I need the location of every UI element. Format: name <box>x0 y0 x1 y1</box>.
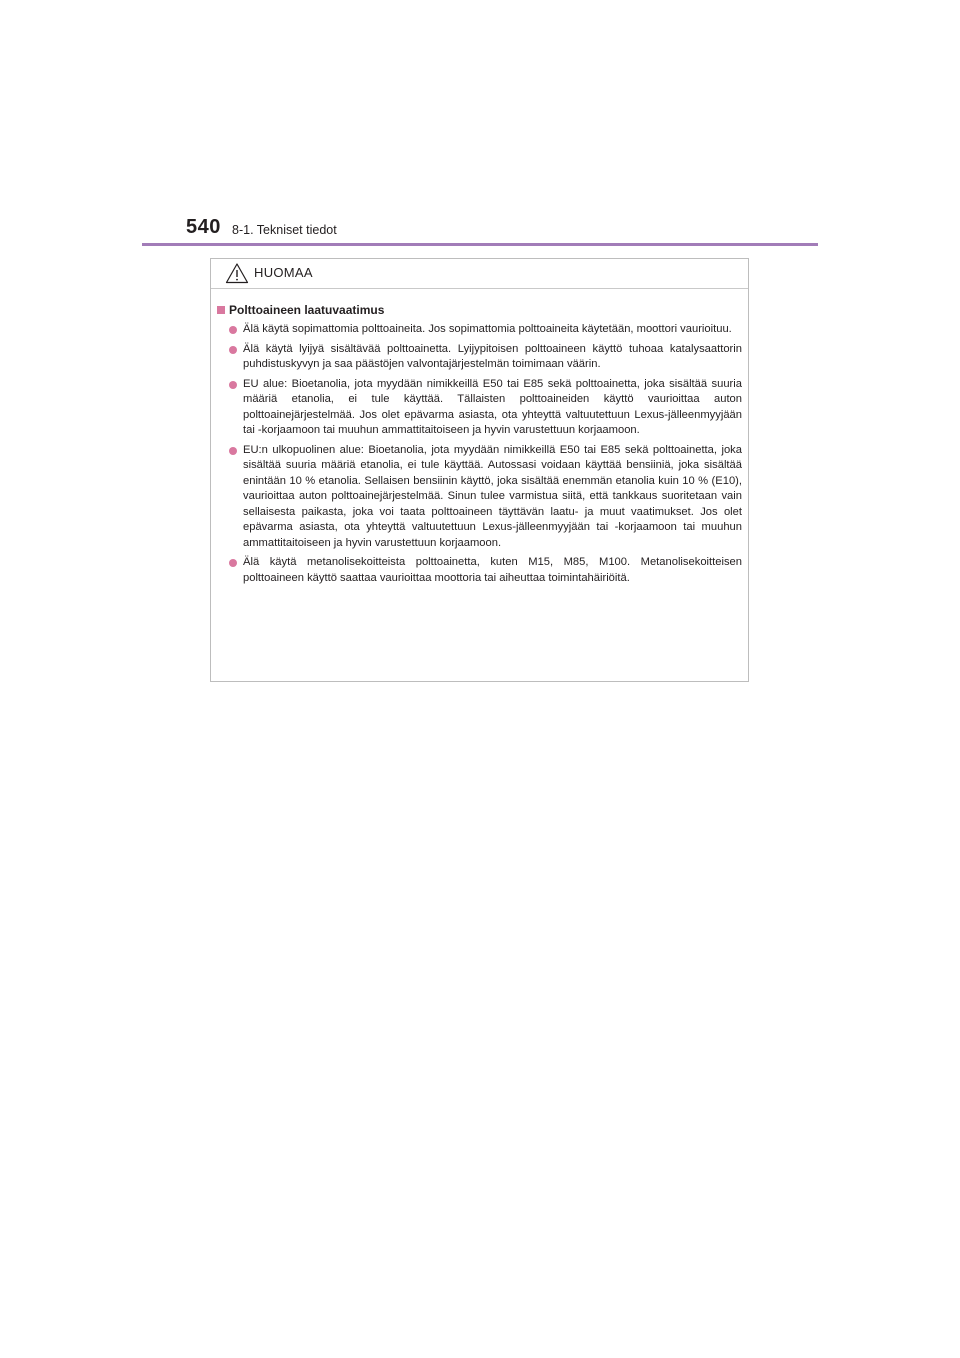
section-title: 8-1. Tekniset tiedot <box>232 223 337 237</box>
list-item <box>217 342 742 373</box>
list-item <box>217 443 742 552</box>
bullet-dot-icon <box>229 559 237 567</box>
bullet-dot-icon <box>229 381 237 389</box>
list-item <box>217 322 742 338</box>
list-item-text: Älä käytä lyijyä sisältävää polttoainetta. Lyijypitoisen polttoaineen käyttö tuhoaa katalysaattorin puhdistuskyvyn ja saa päästöjen valvontajärjestelmän toimimaan väärin. <box>243 342 742 370</box>
list-item <box>217 377 742 439</box>
list-item <box>217 555 742 586</box>
bullet-dot-icon <box>229 326 237 334</box>
bullet-dot-icon <box>229 346 237 354</box>
subheading <box>217 303 742 317</box>
list-item-text: Älä käytä sopimattomia polttoaineita. Jos sopimattomia polttoaineita käytetään, moottori vaurioituu. <box>243 323 732 335</box>
header-rule <box>142 243 818 246</box>
notice-header <box>211 259 748 289</box>
list-item-text: Älä käytä metanolisekoitteista polttoainetta, kuten M15, M85, M100. Metanolisekoitteisen polttoaineen käyttö saattaa vaurioittaa moottoria tai aiheuttaa toimintahäiriöitä. <box>243 556 742 584</box>
notice-body <box>211 289 748 586</box>
notice-box <box>210 258 749 682</box>
notice-title: HUOMAA <box>254 265 313 280</box>
list-item-text: EU:n ulkopuolinen alue: Bioetanolia, jota myydään nimikkeillä E50 tai E85 sekä polttoainetta, joka sisältää suuria määriä etanolia, ei tule käyttää. Autossasi voidaan käyttää bensiiniä, joka sisältää enintään 10 % etanolia. Sellaisen bensiinin käyttö, joka sisältää enemmän etanolia kuin 10 % (E10), vaurioittaa auton polttoainejärjestelmää. Sinun tulee varmistua siitä, että tankkaus suoritetaan vain sellaisesta paikasta, joka voi taata polttoaineen täyttävän laatu- ja muut vaatimukset. Jos olet epävarma asiasta, ota yhteyttä valtuutettuun Lexus-jälleenmyyjään tai -korjaamoon tai muuhun ammattitaitoiseen ja hyvin varustettuun korjaamoon. <box>243 443 742 549</box>
bullet-dot-icon <box>229 447 237 455</box>
list-item-text: EU alue: Bioetanolia, jota myydään nimikkeillä E50 tai E85 sekä polttoainetta, joka sisältää suuria määriä etanolia, ei tule käyttää. Tällaisten polttoaineiden käyttö vaurioittaa auton polttoainejärjestelmää. Jos olet epävarma asiasta, ota yhteyttä valtuutettuun Lexus-jälleenmyyjään tai -korjaamoon tai muuhun ammattitaitoiseen ja hyvin varustettuun korjaamoon. <box>243 377 742 436</box>
subheading-text: Polttoaineen laatuvaatimus <box>229 303 385 317</box>
warning-triangle-icon <box>225 262 249 289</box>
page-number: 540 <box>186 216 221 238</box>
square-bullet-icon <box>217 306 225 314</box>
